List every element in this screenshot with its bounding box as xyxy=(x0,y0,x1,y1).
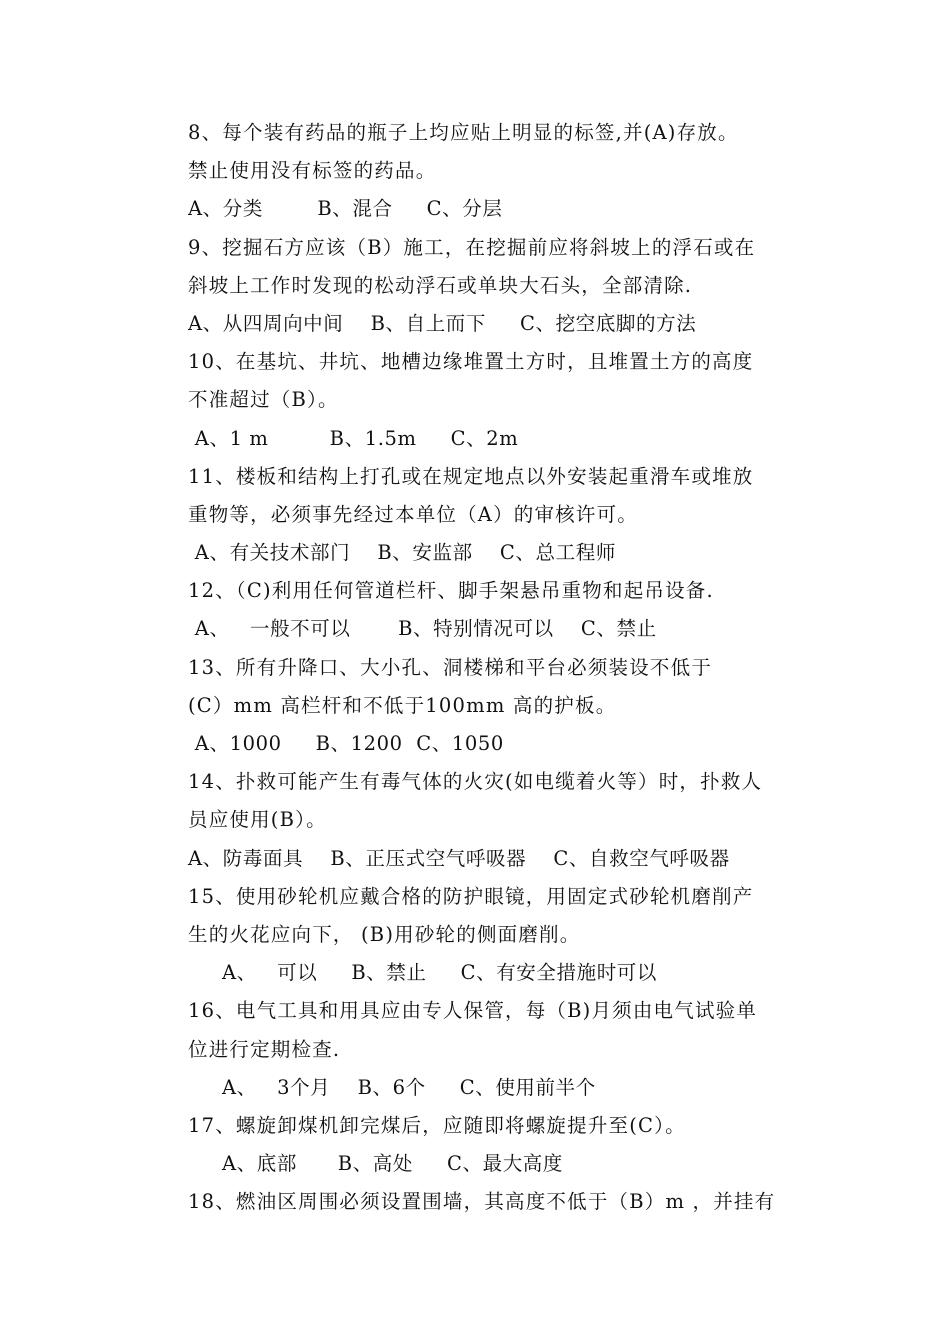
question-18 xyxy=(188,1183,808,1221)
question-text: 9、挖掘石方应该（B）施工，在挖掘前应将斜坡上的浮石或在 xyxy=(188,235,756,259)
question-text: 斜坡上工作时发现的松动浮石或单块大石头，全部清除. xyxy=(188,273,693,297)
question-text: (C）mm 高栏杆和不低于100mm 高的护板。 xyxy=(188,693,617,717)
question-8 xyxy=(188,114,808,229)
answer-options: A、有关技术部门 B、安监部 C、总工程师 xyxy=(188,541,616,565)
answer-options: A、 3个月 B、6个 C、使用前半个 xyxy=(188,1075,596,1099)
question-text: 禁止使用没有标签的药品。 xyxy=(188,159,437,183)
question-text: 16、电气工具和用具应由专人保管，每（B)月须由电气试验单 xyxy=(188,999,758,1023)
answer-options: A、从四周向中间 B、自上而下 C、挖空底脚的方法 xyxy=(188,311,697,335)
question-text: 位进行定期检查. xyxy=(188,1037,341,1061)
question-text: 10、在基坑、井坑、地槽边缘堆置土方时，且堆置土方的高度 xyxy=(188,350,754,374)
question-text: 14、扑救可能产生有毒气体的火灾(如电缆着火等）时，扑救人 xyxy=(188,770,763,794)
question-10 xyxy=(188,343,808,458)
question-text: 8、每个装有药品的瓶子上均应贴上明显的标签,并(A)存放。 xyxy=(188,121,739,144)
question-text: 17、螺旋卸煤机卸完煤后，应随即将螺旋提升至(C）。 xyxy=(188,1113,686,1137)
answer-options: A、 一般不可以 B、特别情况可以 C、禁止 xyxy=(188,617,657,641)
answer-options: A、 可以 B、禁止 C、有安全措施时可以 xyxy=(188,961,658,985)
question-9 xyxy=(188,229,808,344)
question-14 xyxy=(188,763,808,878)
question-text: 18、燃油区周围必须设置围墙，其高度不低于（B）m ，并挂有 xyxy=(188,1190,776,1214)
question-text: 11、楼板和结构上打孔或在规定地点以外安装起重滑车或堆放 xyxy=(188,464,754,488)
question-text: 不准超过（B）。 xyxy=(188,388,339,412)
question-text: 员应使用(B）。 xyxy=(188,808,327,832)
question-15 xyxy=(188,878,808,993)
answer-options: A、1 m B、1.5m C、2m xyxy=(188,426,519,450)
question-list xyxy=(188,114,808,1221)
question-text: 重物等，必须事先经过本单位（A）的审核许可。 xyxy=(188,502,638,526)
answer-options: A、防毒面具 B、正压式空气呼吸器 C、自救空气呼吸器 xyxy=(188,846,730,870)
answer-options: A、1000 B、1200 C、1050 xyxy=(188,732,504,755)
question-text: 13、所有升降口、大小孔、洞楼梯和平台必须装设不低于 xyxy=(188,655,713,679)
question-13 xyxy=(188,649,808,764)
question-text: 12、（C)利用任何管道栏杆、脚手架悬吊重物和起吊设备. xyxy=(188,579,714,603)
question-11 xyxy=(188,458,808,573)
question-12 xyxy=(188,572,808,648)
question-16 xyxy=(188,992,808,1107)
answer-options: A、底部 B、高处 C、最大高度 xyxy=(188,1152,564,1176)
question-text: 15、使用砂轮机应戴合格的防护眼镜，用固定式砂轮机磨削产 xyxy=(188,884,754,908)
question-17 xyxy=(188,1107,808,1183)
answer-options: A、分类 B、混合 C、分层 xyxy=(188,197,503,221)
question-text: 生的火花应向下， (B)用砂轮的侧面磨削。 xyxy=(188,922,581,946)
